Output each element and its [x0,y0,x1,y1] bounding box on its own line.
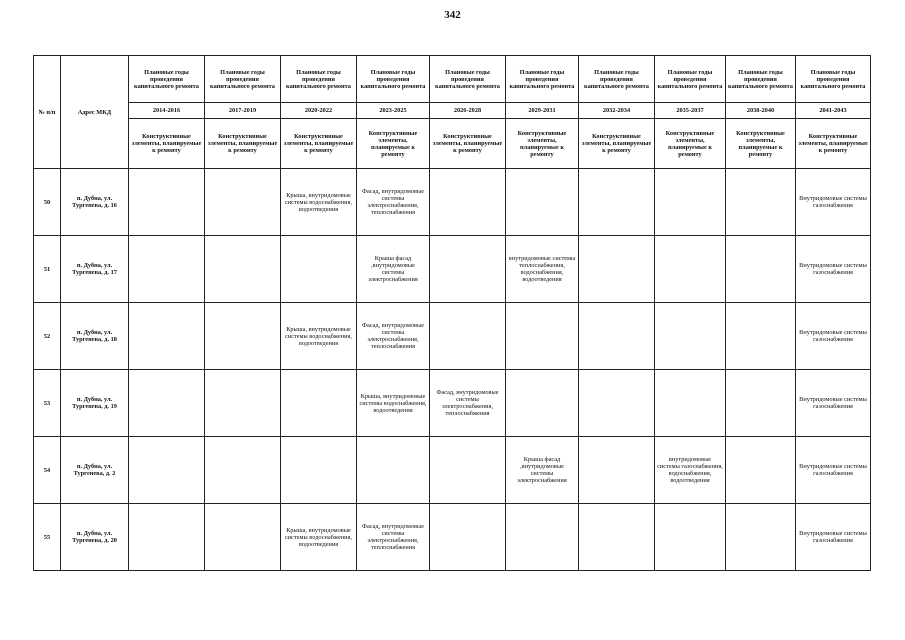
header-elements: Конструктивные элементы, планируемые к ремонту [129,119,205,169]
repair-elements-cell [579,504,655,571]
repair-elements-cell: внутридомовые системы теплоснабжения, водоснабжения, водоотведения [506,236,579,303]
repair-elements-cell [506,303,579,370]
repair-elements-cell [726,169,796,236]
header-period: Плановые годы проведения капитального ремонта [655,56,726,103]
repair-elements-cell [129,169,205,236]
repair-elements-cell [430,169,506,236]
header-period: Плановые годы проведения капитального ремонта [205,56,281,103]
repair-elements-cell [579,437,655,504]
repair-elements-cell [129,370,205,437]
header-years: 2035-2037 [655,103,726,119]
repair-elements-cell [579,303,655,370]
row-number: 53 [34,370,61,437]
header-years: 2020-2022 [281,103,357,119]
header-elements: Конструктивные элементы, планируемые к ремонту [430,119,506,169]
table-row [34,236,871,303]
row-number: 51 [34,236,61,303]
header-years: 2017-2019 [205,103,281,119]
header-elements: Конструктивные элементы, планируемые к ремонту [281,119,357,169]
table-row [34,303,871,370]
header-row-elements [34,119,871,169]
repair-elements-cell [129,303,205,370]
repair-elements-cell [726,236,796,303]
row-address: п. Дубна, ул. Тургенева, д. 17 [61,236,129,303]
repair-elements-cell: Крыша фасад ,внутридомовые системы электроснабжения [506,437,579,504]
repair-elements-cell [430,504,506,571]
repair-elements-cell [205,504,281,571]
repair-elements-cell [655,236,726,303]
repair-elements-cell [655,303,726,370]
repair-elements-cell [579,236,655,303]
repair-elements-cell [205,437,281,504]
row-address: п. Дубна, ул. Тургенева, д. 2 [61,437,129,504]
repair-elements-cell [430,303,506,370]
repair-elements-cell [281,236,357,303]
header-years: 2026-2028 [430,103,506,119]
repair-elements-cell: Фасад, внутридомовые системы электроснабжения, теплоснабжения [357,303,430,370]
repair-elements-cell [726,437,796,504]
repair-elements-cell [205,370,281,437]
repair-elements-cell: Крыша, внутридомовые системы водоснабжения, водоотведения [281,169,357,236]
header-address: Адрес МКД [61,56,129,169]
row-number: 52 [34,303,61,370]
row-number: 50 [34,169,61,236]
header-elements: Конструктивные элементы, планируемые к ремонту [655,119,726,169]
header-years: 2029-2031 [506,103,579,119]
repair-elements-cell: Крыша фасад ,внутридомовые системы электроснабжения [357,236,430,303]
repair-elements-cell: Фасад, внутридомовые системы электроснабжения, теплоснабжения [430,370,506,437]
repair-elements-cell [506,169,579,236]
page-number: 342 [444,9,461,21]
header-elements: Конструктивные элементы, планируемые к ремонту [506,119,579,169]
header-period: Плановые годы проведения капитального ремонта [579,56,655,103]
header-elements: Конструктивные элементы, планируемые к ремонту [726,119,796,169]
repair-elements-cell: Крыша, внутридомовые системы водоснабжения, водоотведения [281,504,357,571]
repair-elements-cell [129,437,205,504]
repair-elements-cell [205,236,281,303]
row-address: п. Дубна, ул. Тургенева, д. 19 [61,370,129,437]
repair-elements-cell [430,236,506,303]
header-period: Плановые годы проведения капитального ремонта [281,56,357,103]
row-address: п. Дубна, ул. Тургенева, д. 20 [61,504,129,571]
repair-elements-cell [506,370,579,437]
row-address: п. Дубна, ул. Тургенева, д. 18 [61,303,129,370]
repair-elements-cell [579,169,655,236]
repair-elements-cell: Внутридомовые системы газоснабжения [796,303,871,370]
header-row-periods [34,56,871,103]
header-period: Плановые годы проведения капитального ремонта [726,56,796,103]
repair-elements-cell [281,370,357,437]
repair-elements-cell [357,437,430,504]
table-row [34,504,871,571]
repair-elements-cell [129,236,205,303]
header-years: 2041-2043 [796,103,871,119]
repair-elements-cell: Внутридомовые системы газоснабжения [796,169,871,236]
repair-elements-cell [655,504,726,571]
header-elements: Конструктивные элементы, планируемые к ремонту [796,119,871,169]
repair-elements-cell: Внутридомовые системы газоснабжения [796,370,871,437]
row-number: 55 [34,504,61,571]
repair-elements-cell [281,437,357,504]
header-elements: Конструктивные элементы, планируемые к ремонту [579,119,655,169]
table-row [34,169,871,236]
repair-elements-cell [726,303,796,370]
capital-repair-plan-table [33,55,871,571]
row-address: п. Дубна, ул. Тургенева, д. 16 [61,169,129,236]
header-period: Плановые годы проведения капитального ремонта [430,56,506,103]
table-row [34,370,871,437]
header-elements: Конструктивные элементы, планируемые к ремонту [357,119,430,169]
header-period: Плановые годы проведения капитального ремонта [357,56,430,103]
header-elements: Конструктивные элементы, планируемые к ремонту [205,119,281,169]
repair-elements-cell [430,437,506,504]
repair-elements-cell [655,169,726,236]
header-num: № п/п [34,56,61,169]
header-years: 2032-2034 [579,103,655,119]
repair-elements-cell: Фасад, внутридомовые системы электроснабжения, теплоснабжения [357,504,430,571]
repair-elements-cell: Фасад, внутридомовые системы электроснабжения, теплоснабжения [357,169,430,236]
table-body [34,169,871,571]
header-years: 2023-2025 [357,103,430,119]
header-row-years [34,103,871,119]
repair-elements-cell [726,504,796,571]
repair-elements-cell: Крыша, внутридомовые системы водоснабжения, водоотведения [281,303,357,370]
repair-elements-cell [205,303,281,370]
repair-elements-cell [205,169,281,236]
header-period: Плановые годы проведения капитального ремонта [796,56,871,103]
header-years: 2014-2016 [129,103,205,119]
table-row [34,437,871,504]
repair-elements-cell [506,504,579,571]
repair-elements-cell: внутридомовые системы газоснабжения, водоснабжения, водоотведения [655,437,726,504]
repair-elements-cell: Внутридомовые системы газоснабжения [796,437,871,504]
repair-elements-cell: Внутридомовые системы газоснабжения [796,236,871,303]
repair-elements-cell: Внутридомовые системы газоснабжения [796,504,871,571]
repair-elements-cell [129,504,205,571]
row-number: 54 [34,437,61,504]
repair-elements-cell [655,370,726,437]
repair-elements-cell: Крыша, внутридомовые системы водоснабжения, водоотведения [357,370,430,437]
repair-elements-cell [579,370,655,437]
repair-elements-cell [726,370,796,437]
header-years: 2038-2040 [726,103,796,119]
header-period: Плановые годы проведения капитального ремонта [129,56,205,103]
header-period: Плановые годы проведения капитального ремонта [506,56,579,103]
